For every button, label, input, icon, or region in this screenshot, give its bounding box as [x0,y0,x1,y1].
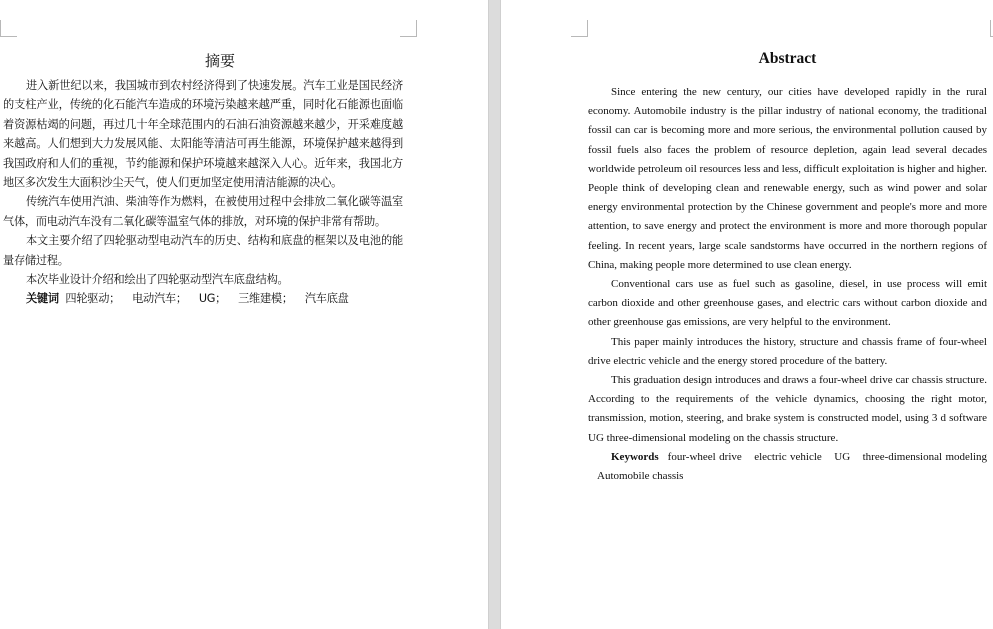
chinese-paragraph: 进入新世纪以来，我国城市到农村经济得到了快速发展。汽车工业是国民经济的支柱产业，传统的化石能汽车造成的环境污染越来越严重，同时化石能源也面临着资源枯竭的问题，再过几十年全球范围内的石油石油资源越来越少，开采难度越来越高。人们想到大力发展风能、太阳能等清洁可再生能源，环境保护越来越得到我国政府和人们的重视，节约能源和保护环境越来越深入人心。近年来，我国北方地区多次发生大面积沙尘天气，使人们更加坚定使用清洁能源的决心。 [3,79,403,190]
chinese-paragraph: 本文主要介绍了四轮驱动型电动汽车的历史、结构和底盘的框架以及电池的能量存储过程。 [3,234,403,267]
keyword: 三维建模； [238,292,293,306]
page-gutter [488,0,501,629]
english-paragraph: This graduation design introduces and draws a four-wheel drive car chassis structure. According to the requirements of the vehicle dynamics, choosing the right motor, transmission, motion, steering, and brake system is constructed model, using 3 d software UG three-dimensional modeling on the chassis structure. [588,374,987,444]
keyword: UG [834,450,851,463]
english-paragraph: Conventional cars use as fuel such as gasoline, diesel, in use process will emit carbon dioxide and other greenhouse gases, and electric cars without carbon dioxide and other greenhouse gas emissions, are very helpful to the environment. [588,278,987,329]
keyword: 四轮驱动； [65,292,121,306]
keyword: three-dimensional modeling [862,450,988,463]
crop-mark-top-left [0,20,17,37]
english-paragraph: This paper mainly introduces the history, structure and chassis frame of four-wheel drive electric vehicle and the energy stored procedure of the battery. [588,335,987,367]
english-keywords [588,448,987,486]
chinese-paragraph: 本次毕业设计介绍和绘出了四轮驱动型汽车底盘结构。 [25,273,289,287]
keyword: UG； [198,292,227,306]
keywords-label: 关键词 [25,292,59,306]
keyword: four-wheel drive [667,450,742,463]
crop-mark-top-right [400,20,417,37]
keywords-label: Keywords [611,450,659,463]
keyword: Automobile chassis [597,470,684,483]
english-abstract-body [588,83,987,486]
keyword: electric vehicle [754,450,822,463]
keyword: 汽车底盘 [304,292,349,306]
english-paragraph: Since entering the new century, our cities have developed rapidly in the rural economy. Automobile industry is the pillar industry of national economy, the traditional fossil can car is becoming more and more serious, the environmental pollution caused by fossil fuels also faces the problem of resource depletion, again lead several decades worldwide petroleum oil resources less and less, difficult exploitation is higher and higher. People think of developing clean and renewable energy, such as wind power and solar energy environmental protection by the Chinese government and people's more and more attention, to save energy and protect the environment is more and more thorough popular feeling. In recent years, large scale sandstorms have occurred in the northern regions of China, making people more determined to use clean energy. [588,86,987,271]
keyword: 电动汽车； [132,292,187,306]
english-abstract-title: Abstract [758,50,817,67]
chinese-abstract-title: 摘要 [204,52,235,70]
chinese-paragraph: 传统汽车使用汽油、柴油等作为燃料，在被使用过程中会排放二氧化碳等温室气体，而电动汽车没有二氧化碳等温室气体的排放，对环境的保护非常有帮助。 [3,195,403,228]
crop-mark-top-left [571,20,588,37]
chinese-abstract-body [3,76,403,309]
chinese-keywords [3,289,403,308]
